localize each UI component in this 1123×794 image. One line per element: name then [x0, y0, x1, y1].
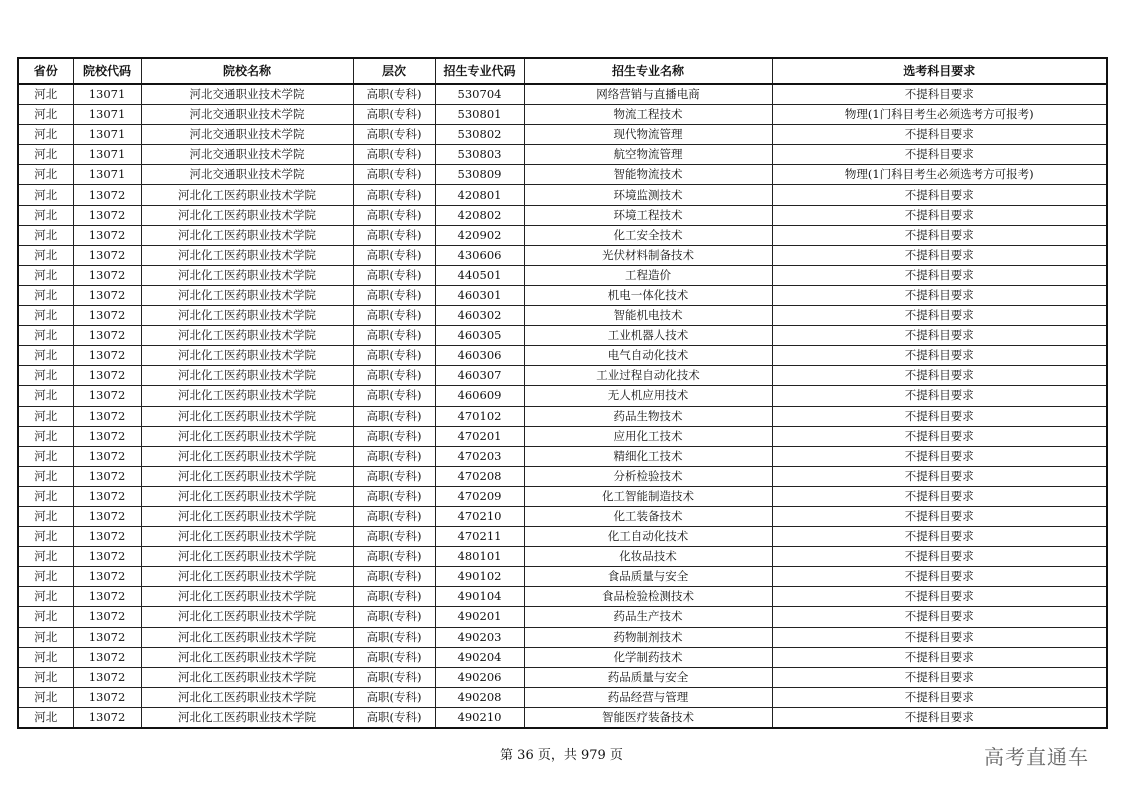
cell-province: 河北	[18, 265, 73, 285]
cell-school-name: 河北化工医药职业技术学院	[141, 547, 353, 567]
cell-level: 高职(专科)	[353, 386, 435, 406]
cell-province: 河北	[18, 446, 73, 466]
table-row	[18, 466, 1107, 486]
cell-province: 河北	[18, 607, 73, 627]
cell-subject-requirement: 不提科目要求	[772, 547, 1107, 567]
cell-major-name: 机电一体化技术	[524, 285, 772, 305]
cell-level: 高职(专科)	[353, 707, 435, 728]
cell-major-name: 光伏材料制备技术	[524, 245, 772, 265]
cell-subject-requirement: 不提科目要求	[772, 225, 1107, 245]
cell-major-code: 420902	[435, 225, 524, 245]
cell-major-name: 化工安全技术	[524, 225, 772, 245]
cell-school-code: 13072	[73, 406, 141, 426]
cell-school-code: 13072	[73, 687, 141, 707]
cell-school-code: 13071	[73, 105, 141, 125]
cell-major-name: 工业过程自动化技术	[524, 366, 772, 386]
page-number: 第 36 页，共 979 页	[500, 748, 623, 763]
cell-major-name: 药品生产技术	[524, 607, 772, 627]
cell-major-name: 无人机应用技术	[524, 386, 772, 406]
table-row	[18, 667, 1107, 687]
cell-school-code: 13072	[73, 185, 141, 205]
table-row	[18, 346, 1107, 366]
cell-province: 河北	[18, 306, 73, 326]
col-header-school-name: 院校名称	[141, 58, 353, 84]
cell-level: 高职(专科)	[353, 326, 435, 346]
cell-province: 河北	[18, 486, 73, 506]
cell-school-code: 13072	[73, 265, 141, 285]
table-row	[18, 125, 1107, 145]
col-header-major-name: 招生专业名称	[524, 58, 772, 84]
cell-major-code: 530801	[435, 105, 524, 125]
cell-province: 河北	[18, 125, 73, 145]
table-row	[18, 205, 1107, 225]
cell-major-code: 420801	[435, 185, 524, 205]
col-header-province: 省份	[18, 58, 73, 84]
cell-school-name: 河北化工医药职业技术学院	[141, 466, 353, 486]
cell-school-name: 河北化工医药职业技术学院	[141, 426, 353, 446]
cell-major-code: 490203	[435, 627, 524, 647]
cell-level: 高职(专科)	[353, 265, 435, 285]
cell-major-name: 智能医疗装备技术	[524, 707, 772, 728]
cell-school-code: 13072	[73, 607, 141, 627]
cell-major-code: 490201	[435, 607, 524, 627]
header-row	[18, 58, 1107, 84]
cell-level: 高职(专科)	[353, 84, 435, 105]
cell-subject-requirement: 不提科目要求	[772, 306, 1107, 326]
cell-major-code: 490208	[435, 687, 524, 707]
cell-major-name: 化工智能制造技术	[524, 486, 772, 506]
cell-level: 高职(专科)	[353, 567, 435, 587]
cell-subject-requirement: 不提科目要求	[772, 627, 1107, 647]
cell-school-name: 河北化工医药职业技术学院	[141, 245, 353, 265]
table-row	[18, 285, 1107, 305]
cell-level: 高职(专科)	[353, 627, 435, 647]
cell-province: 河北	[18, 205, 73, 225]
cell-province: 河北	[18, 647, 73, 667]
cell-major-name: 分析检验技术	[524, 466, 772, 486]
cell-subject-requirement: 不提科目要求	[772, 466, 1107, 486]
cell-province: 河北	[18, 406, 73, 426]
cell-school-code: 13072	[73, 527, 141, 547]
watermark: 高考直通车	[984, 745, 1089, 769]
cell-school-name: 河北化工医药职业技术学院	[141, 366, 353, 386]
table-row	[18, 567, 1107, 587]
cell-subject-requirement: 不提科目要求	[772, 346, 1107, 366]
cell-level: 高职(专科)	[353, 426, 435, 446]
cell-major-name: 精细化工技术	[524, 446, 772, 466]
table-row	[18, 225, 1107, 245]
cell-major-name: 药品质量与安全	[524, 667, 772, 687]
cell-level: 高职(专科)	[353, 406, 435, 426]
cell-major-code: 470209	[435, 486, 524, 506]
cell-province: 河北	[18, 547, 73, 567]
cell-major-code: 460302	[435, 306, 524, 326]
cell-subject-requirement: 不提科目要求	[772, 406, 1107, 426]
cell-major-code: 470210	[435, 506, 524, 526]
cell-province: 河北	[18, 165, 73, 185]
cell-level: 高职(专科)	[353, 185, 435, 205]
cell-major-code: 470203	[435, 446, 524, 466]
table-row	[18, 587, 1107, 607]
cell-school-code: 13072	[73, 366, 141, 386]
cell-level: 高职(专科)	[353, 125, 435, 145]
table-row	[18, 486, 1107, 506]
cell-major-name: 工业机器人技术	[524, 326, 772, 346]
admission-table	[17, 57, 1108, 729]
cell-major-code: 470201	[435, 426, 524, 446]
cell-school-code: 13071	[73, 125, 141, 145]
table-row	[18, 406, 1107, 426]
cell-subject-requirement: 不提科目要求	[772, 265, 1107, 285]
cell-school-name: 河北化工医药职业技术学院	[141, 185, 353, 205]
cell-subject-requirement: 不提科目要求	[772, 145, 1107, 165]
cell-school-code: 13072	[73, 346, 141, 366]
cell-school-name: 河北交通职业技术学院	[141, 145, 353, 165]
cell-school-name: 河北化工医药职业技术学院	[141, 306, 353, 326]
cell-major-code: 530704	[435, 84, 524, 105]
cell-major-name: 环境监测技术	[524, 185, 772, 205]
cell-major-code: 430606	[435, 245, 524, 265]
cell-school-name: 河北化工医药职业技术学院	[141, 506, 353, 526]
cell-level: 高职(专科)	[353, 205, 435, 225]
cell-level: 高职(专科)	[353, 527, 435, 547]
cell-major-code: 460307	[435, 366, 524, 386]
cell-school-name: 河北化工医药职业技术学院	[141, 205, 353, 225]
cell-subject-requirement: 不提科目要求	[772, 607, 1107, 627]
cell-level: 高职(专科)	[353, 105, 435, 125]
cell-school-name: 河北化工医药职业技术学院	[141, 527, 353, 547]
cell-province: 河北	[18, 145, 73, 165]
col-header-subject-requirement: 选考科目要求	[772, 58, 1107, 84]
cell-school-code: 13072	[73, 386, 141, 406]
cell-level: 高职(专科)	[353, 466, 435, 486]
col-header-major-code: 招生专业代码	[435, 58, 524, 84]
cell-major-name: 化学制药技术	[524, 647, 772, 667]
cell-province: 河北	[18, 366, 73, 386]
cell-subject-requirement: 不提科目要求	[772, 84, 1107, 105]
cell-province: 河北	[18, 687, 73, 707]
cell-major-name: 药物制剂技术	[524, 627, 772, 647]
table-row	[18, 326, 1107, 346]
cell-level: 高职(专科)	[353, 547, 435, 567]
cell-school-code: 13071	[73, 165, 141, 185]
cell-province: 河北	[18, 285, 73, 305]
cell-school-code: 13072	[73, 306, 141, 326]
cell-province: 河北	[18, 84, 73, 105]
cell-subject-requirement: 不提科目要求	[772, 245, 1107, 265]
cell-school-code: 13072	[73, 205, 141, 225]
cell-subject-requirement: 不提科目要求	[772, 366, 1107, 386]
cell-major-code: 420802	[435, 205, 524, 225]
cell-major-name: 网络营销与直播电商	[524, 84, 772, 105]
table-row	[18, 105, 1107, 125]
cell-school-name: 河北化工医药职业技术学院	[141, 346, 353, 366]
table-row	[18, 145, 1107, 165]
table-row	[18, 607, 1107, 627]
cell-school-name: 河北交通职业技术学院	[141, 125, 353, 145]
table-row	[18, 506, 1107, 526]
cell-province: 河北	[18, 587, 73, 607]
cell-school-code: 13071	[73, 84, 141, 105]
cell-major-code: 440501	[435, 265, 524, 285]
cell-level: 高职(专科)	[353, 306, 435, 326]
cell-major-name: 环境工程技术	[524, 205, 772, 225]
cell-school-name: 河北化工医药职业技术学院	[141, 707, 353, 728]
cell-major-name: 化工自动化技术	[524, 527, 772, 547]
cell-school-code: 13072	[73, 225, 141, 245]
cell-level: 高职(专科)	[353, 647, 435, 667]
cell-major-name: 电气自动化技术	[524, 346, 772, 366]
cell-school-name: 河北化工医药职业技术学院	[141, 567, 353, 587]
cell-province: 河北	[18, 667, 73, 687]
cell-major-name: 智能机电技术	[524, 306, 772, 326]
cell-major-name: 药品生物技术	[524, 406, 772, 426]
cell-major-code: 490104	[435, 587, 524, 607]
table-row	[18, 687, 1107, 707]
cell-school-name: 河北化工医药职业技术学院	[141, 225, 353, 245]
cell-level: 高职(专科)	[353, 285, 435, 305]
cell-subject-requirement: 不提科目要求	[772, 687, 1107, 707]
cell-major-code: 490210	[435, 707, 524, 728]
cell-school-code: 13072	[73, 547, 141, 567]
table-row	[18, 185, 1107, 205]
cell-province: 河北	[18, 627, 73, 647]
cell-major-name: 化工装备技术	[524, 506, 772, 526]
table-row	[18, 426, 1107, 446]
cell-major-code: 490204	[435, 647, 524, 667]
table-row	[18, 84, 1107, 105]
cell-major-name: 现代物流管理	[524, 125, 772, 145]
cell-province: 河北	[18, 527, 73, 547]
cell-major-code: 480101	[435, 547, 524, 567]
cell-school-code: 13072	[73, 426, 141, 446]
table-row	[18, 446, 1107, 466]
cell-school-name: 河北化工医药职业技术学院	[141, 627, 353, 647]
cell-major-code: 470102	[435, 406, 524, 426]
cell-province: 河北	[18, 506, 73, 526]
cell-subject-requirement: 不提科目要求	[772, 667, 1107, 687]
cell-subject-requirement: 物理(1门科目考生必须选考方可报考)	[772, 165, 1107, 185]
cell-major-code: 460301	[435, 285, 524, 305]
cell-level: 高职(专科)	[353, 587, 435, 607]
cell-school-name: 河北交通职业技术学院	[141, 84, 353, 105]
cell-school-code: 13072	[73, 587, 141, 607]
table-row	[18, 366, 1107, 386]
cell-major-name: 化妆品技术	[524, 547, 772, 567]
cell-province: 河北	[18, 185, 73, 205]
cell-major-name: 食品检验检测技术	[524, 587, 772, 607]
cell-major-code: 470211	[435, 527, 524, 547]
table-row	[18, 627, 1107, 647]
cell-subject-requirement: 不提科目要求	[772, 486, 1107, 506]
cell-province: 河北	[18, 426, 73, 446]
cell-major-code: 530803	[435, 145, 524, 165]
cell-major-code: 530802	[435, 125, 524, 145]
cell-school-code: 13072	[73, 667, 141, 687]
cell-province: 河北	[18, 386, 73, 406]
cell-school-name: 河北化工医药职业技术学院	[141, 406, 353, 426]
cell-major-code: 490102	[435, 567, 524, 587]
cell-major-code: 460305	[435, 326, 524, 346]
cell-school-name: 河北化工医药职业技术学院	[141, 587, 353, 607]
cell-school-name: 河北交通职业技术学院	[141, 165, 353, 185]
cell-school-name: 河北交通职业技术学院	[141, 105, 353, 125]
cell-subject-requirement: 不提科目要求	[772, 205, 1107, 225]
cell-level: 高职(专科)	[353, 165, 435, 185]
cell-major-name: 食品质量与安全	[524, 567, 772, 587]
cell-level: 高职(专科)	[353, 446, 435, 466]
cell-school-code: 13072	[73, 245, 141, 265]
table-row	[18, 527, 1107, 547]
cell-major-code: 470208	[435, 466, 524, 486]
cell-province: 河北	[18, 326, 73, 346]
cell-subject-requirement: 物理(1门科目考生必须选考方可报考)	[772, 105, 1107, 125]
cell-level: 高职(专科)	[353, 667, 435, 687]
cell-province: 河北	[18, 105, 73, 125]
cell-province: 河北	[18, 245, 73, 265]
cell-school-name: 河北化工医药职业技术学院	[141, 486, 353, 506]
cell-school-name: 河北化工医药职业技术学院	[141, 687, 353, 707]
cell-major-code: 490206	[435, 667, 524, 687]
cell-major-name: 物流工程技术	[524, 105, 772, 125]
table-row	[18, 265, 1107, 285]
cell-school-code: 13072	[73, 326, 141, 346]
cell-subject-requirement: 不提科目要求	[772, 506, 1107, 526]
cell-school-name: 河北化工医药职业技术学院	[141, 386, 353, 406]
cell-major-code: 460306	[435, 346, 524, 366]
cell-school-code: 13072	[73, 446, 141, 466]
cell-school-code: 13072	[73, 285, 141, 305]
cell-major-name: 智能物流技术	[524, 165, 772, 185]
cell-province: 河北	[18, 225, 73, 245]
table-row	[18, 386, 1107, 406]
cell-major-name: 工程造价	[524, 265, 772, 285]
table-row	[18, 547, 1107, 567]
table-row	[18, 245, 1107, 265]
table-body	[18, 84, 1107, 728]
cell-province: 河北	[18, 567, 73, 587]
cell-subject-requirement: 不提科目要求	[772, 426, 1107, 446]
cell-school-name: 河北化工医药职业技术学院	[141, 285, 353, 305]
cell-school-name: 河北化工医药职业技术学院	[141, 326, 353, 346]
cell-subject-requirement: 不提科目要求	[772, 567, 1107, 587]
cell-subject-requirement: 不提科目要求	[772, 587, 1107, 607]
cell-major-code: 460609	[435, 386, 524, 406]
cell-school-name: 河北化工医药职业技术学院	[141, 265, 353, 285]
cell-major-name: 应用化工技术	[524, 426, 772, 446]
cell-major-name: 药品经营与管理	[524, 687, 772, 707]
table-row	[18, 306, 1107, 326]
cell-province: 河北	[18, 707, 73, 728]
cell-province: 河北	[18, 466, 73, 486]
cell-level: 高职(专科)	[353, 607, 435, 627]
cell-school-code: 13072	[73, 647, 141, 667]
cell-subject-requirement: 不提科目要求	[772, 125, 1107, 145]
cell-subject-requirement: 不提科目要求	[772, 647, 1107, 667]
cell-school-code: 13072	[73, 506, 141, 526]
col-header-school-code: 院校代码	[73, 58, 141, 84]
cell-level: 高职(专科)	[353, 486, 435, 506]
cell-level: 高职(专科)	[353, 145, 435, 165]
cell-subject-requirement: 不提科目要求	[772, 386, 1107, 406]
cell-school-name: 河北化工医药职业技术学院	[141, 446, 353, 466]
cell-subject-requirement: 不提科目要求	[772, 527, 1107, 547]
cell-school-code: 13072	[73, 466, 141, 486]
cell-province: 河北	[18, 346, 73, 366]
cell-major-name: 航空物流管理	[524, 145, 772, 165]
cell-subject-requirement: 不提科目要求	[772, 707, 1107, 728]
table-row	[18, 165, 1107, 185]
cell-level: 高职(专科)	[353, 225, 435, 245]
cell-level: 高职(专科)	[353, 687, 435, 707]
cell-school-code: 13071	[73, 145, 141, 165]
cell-school-code: 13072	[73, 707, 141, 728]
cell-level: 高职(专科)	[353, 506, 435, 526]
cell-school-name: 河北化工医药职业技术学院	[141, 667, 353, 687]
cell-school-name: 河北化工医药职业技术学院	[141, 647, 353, 667]
table-row	[18, 647, 1107, 667]
cell-school-code: 13072	[73, 567, 141, 587]
table-row	[18, 707, 1107, 728]
col-header-level: 层次	[353, 58, 435, 84]
cell-subject-requirement: 不提科目要求	[772, 185, 1107, 205]
cell-level: 高职(专科)	[353, 346, 435, 366]
cell-school-code: 13072	[73, 486, 141, 506]
cell-school-name: 河北化工医药职业技术学院	[141, 607, 353, 627]
cell-subject-requirement: 不提科目要求	[772, 446, 1107, 466]
cell-level: 高职(专科)	[353, 366, 435, 386]
cell-school-code: 13072	[73, 627, 141, 647]
cell-subject-requirement: 不提科目要求	[772, 326, 1107, 346]
cell-level: 高职(专科)	[353, 245, 435, 265]
cell-major-code: 530809	[435, 165, 524, 185]
cell-subject-requirement: 不提科目要求	[772, 285, 1107, 305]
